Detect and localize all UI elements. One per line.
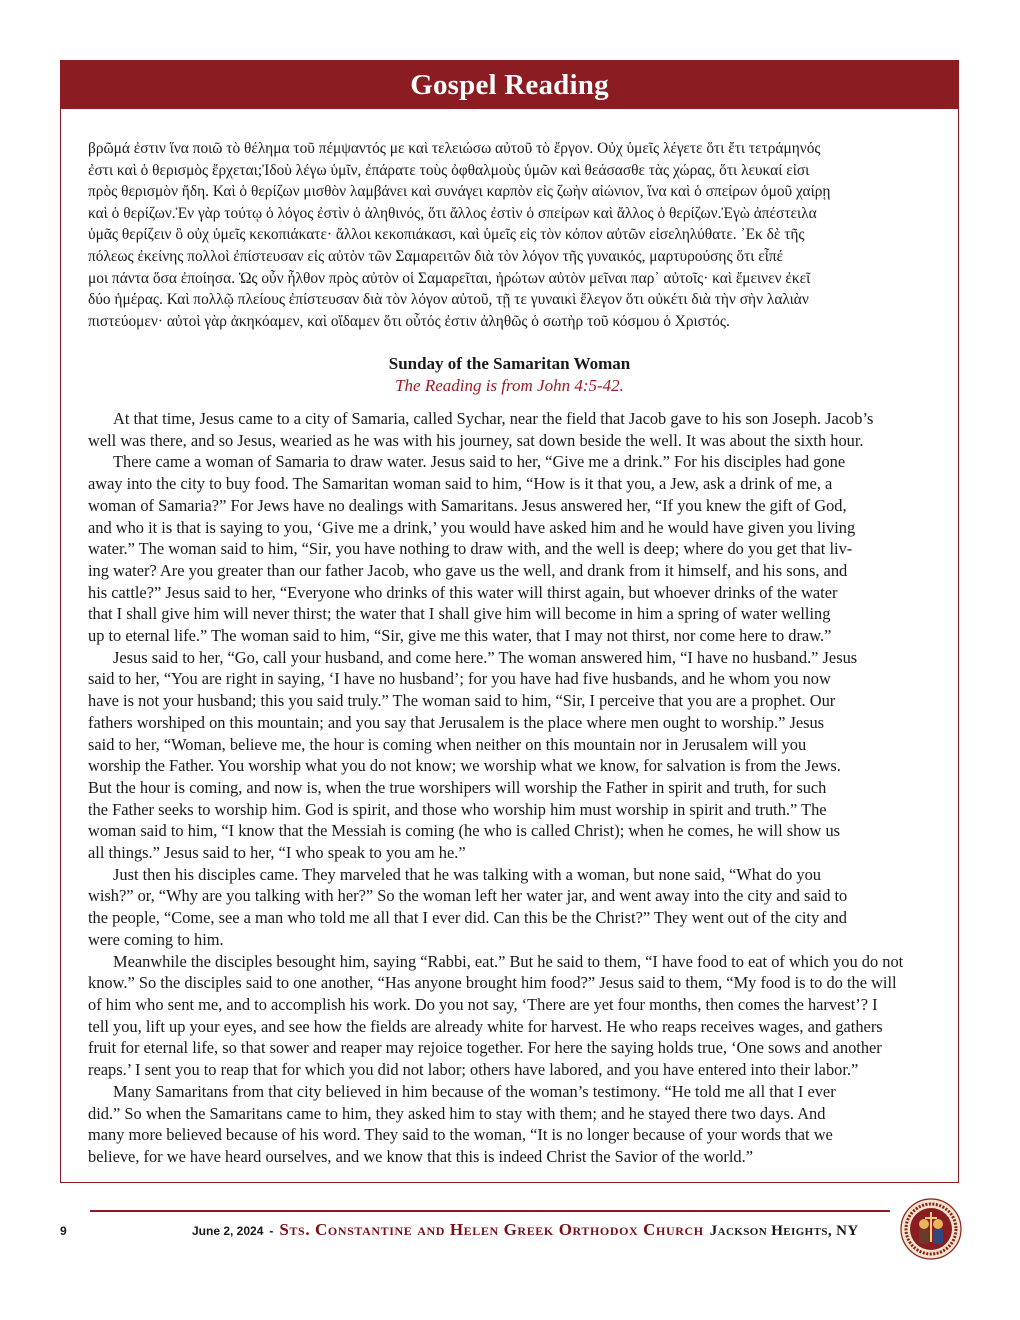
english-line: fathers worshiped on this mountain; and you say that Jerusalem is the place where men ought to worship.” Jesus	[88, 712, 825, 732]
english-line: There came a woman of Samaria to draw water. Jesus said to her, “Give me a drink.” For his disciples had gone	[113, 452, 846, 472]
english-line: Meanwhile the disciples besought him, saying “Rabbi, eat.” But he said to them, “I have food to eat of which you do not	[113, 951, 904, 971]
greek-line: καὶ ὁ θερίζων.Ἐν γὰρ τούτῳ ὁ λόγος ἐστὶν ὁ ἀληθινός, ὅτι ἄλλος ἐστὶν ὁ σπείρων καὶ ἄλλος ὁ θερίζων.Ἐγὼ ἀπέστειλα	[88, 204, 817, 222]
footer-city: Jackson Heights, NY	[709, 1223, 859, 1239]
greek-line: μοι πάντα ὅσα ἐποίησα. Ὡς οὖν ἦλθον πρὸς αὐτὸν οἱ Σαμαρεῖται, ἠρώτων αὐτὸν μεῖναι παρ᾿ αὐτοῖς· καὶ ἔμεινεν ἐκεῖ	[88, 269, 811, 287]
english-line: fruit for eternal life, so that sower and reaper may rejoice together. For here the saying holds true, ‘One sows and another	[88, 1038, 882, 1058]
english-line: woman said to him, “I know that the Messiah is coming (he who is called Christ); when he comes, he will show us	[88, 821, 841, 841]
english-line: of him who sent me, and to accomplish his work. Do you not say, ‘There are yet four months, then comes the harvest’? I	[88, 994, 878, 1014]
english-line: his cattle?” Jesus said to her, “Everyone who drinks of this water will thirst again, but whoever drinks of the water	[88, 582, 838, 602]
english-line: At that time, Jesus came to a city of Samaria, called Sychar, near the field that Jacob gave to his son Joseph. Jacob’s	[113, 409, 874, 428]
english-line: were coming to him.	[88, 929, 224, 949]
greek-text-block	[88, 138, 948, 332]
church-seal-icon	[900, 1198, 962, 1260]
greek-line: ὑμᾶς θερίζειν ὃ οὐχ ὑμεῖς κεκοπιάκατε· ἄλλοι κεκοπιάκασι, καὶ ὑμεῖς εἰς τὸν κόπον αὐτῶν εἰσεληλύθατε. ᾿Εκ δὲ τῆς	[88, 226, 805, 244]
english-line: well was there, and so Jesus, wearied as he was with his journey, sat down beside the well. It was about the sixth hour.	[88, 430, 864, 450]
english-line: water.” The woman said to him, “Sir, you have nothing to draw with, and the well is deep; where do you get that liv-	[88, 539, 853, 559]
reading-frame	[60, 60, 959, 1183]
english-line: But the hour is coming, and now is, when the true worshipers will worship the Father in spirit and truth, for such	[88, 777, 827, 797]
english-line: believe, for we have heard ourselves, and we know that this is indeed Christ the Savior of the world.”	[88, 1146, 754, 1166]
english-line: said to her, “You are right in saying, ‘I have no husband’; for you have had five husbands, and he whom you now	[88, 669, 831, 689]
page-number: 9	[60, 1224, 67, 1238]
english-line: tell you, lift up your eyes, and see how the fields are already white for harvest. He who reaps receives wages, and gathers	[88, 1016, 883, 1036]
english-line: said to her, “Woman, believe me, the hour is coming when neither on this mountain nor in Jerusalem will you	[88, 734, 807, 754]
reading-reference: The Reading is from John 4:5-42.	[395, 376, 624, 395]
footer	[0, 1218, 1020, 1248]
english-line: have is not your husband; this you said truly.” The woman said to him, “Sir, I perceive that you are a prophet. Our	[88, 691, 836, 711]
english-line: the people, “Come, see a man who told me all that I ever did. Can this be the Christ?” They went out of the city and	[88, 908, 847, 928]
english-line: many more believed because of his word. They said to the woman, “It is no longer because of your words that we	[88, 1125, 833, 1145]
english-line: that I shall give him will never thirst; the water that I shall give him will become in him a spring of water welling	[88, 604, 831, 624]
reading-title: Sunday of the Samaritan Woman	[388, 354, 631, 373]
reading-heading	[61, 353, 958, 397]
english-line: did.” So when the Samaritans came to him, they asked him to stay with them; and he stayed there two days. And	[88, 1103, 826, 1123]
footer-text	[192, 1220, 859, 1240]
english-line: reaps.’ I sent you to reap that for which you did not labor; others have labored, and you have entered into their labor.”	[88, 1060, 859, 1080]
english-line: ing water? Are you greater than our father Jacob, who gave us the well, and drank from it himself, and his sons, and	[88, 560, 848, 580]
english-line: up to eternal life.” The woman said to him, “Sir, give me this water, that I may not thirst, nor come here to draw.”	[88, 626, 832, 646]
footer-rule	[90, 1210, 890, 1212]
english-line: worship the Father. You worship what you do not know; we worship what we know, for salvation is from the Jews.	[88, 756, 841, 776]
english-line: and who it is that is saying to you, ‘Give me a drink,’ you would have asked him and he would have given you living	[88, 517, 856, 537]
english-line: Just then his disciples came. They marveled that he was talking with a woman, but none said, “What do you	[113, 864, 821, 884]
english-line: the Father seeks to worship him. God is spirit, and those who worship him must worship in spirit and truth.” The	[88, 799, 827, 819]
footer-separator: -	[269, 1224, 274, 1238]
header-bar	[61, 61, 958, 109]
page-title: Gospel Reading	[410, 68, 609, 101]
english-line: Jesus said to her, “Go, call your husband, and come here.” The woman answered him, “I have no husband.” Jesus	[113, 647, 858, 667]
footer-date: June 2, 2024	[192, 1224, 264, 1238]
english-text-block	[88, 408, 948, 1168]
greek-line: βρῶμά ἐστιν ἵνα ποιῶ τὸ θέλημα τοῦ πέμψαντός με καὶ τελειώσω αὐτοῦ τὸ ἔργον. Οὐχ ὑμεῖς λέγετε ὅτι ἔτι τετράμηνός	[88, 140, 821, 157]
greek-line: πιστεύομεν· αὐτοὶ γὰρ ἀκηκόαμεν, καὶ οἴδαμεν ὅτι οὗτός ἐστιν ἀληθῶς ὁ σωτὴρ τοῦ κόσμου ὁ Χριστός.	[88, 312, 730, 330]
greek-line: πόλεως ἐκείνης πολλοὶ ἐπίστευσαν εἰς αὐτὸν τῶν Σαμαρειτῶν διὰ τὸν λόγον τῆς γυναικός, μαρτυρούσης ὅτι εἶπέ	[88, 247, 784, 265]
english-line: know.” So the disciples said to one another, “Has anyone brought him food?” Jesus said to them, “My food is to do the will	[88, 973, 897, 993]
english-line: away into the city to buy food. The Samaritan woman said to him, “How is it that you, a Jew, ask a drink of me, a	[88, 474, 833, 494]
english-line: woman of Samaria?” For Jews have no dealings with Samaritans. Jesus answered her, “If you knew the gift of God,	[88, 495, 847, 515]
english-line: wish?” or, “Why are you talking with her?” So the woman left her water jar, and went away into the city and said to	[88, 886, 848, 906]
footer-church-name: Sts. Constantine and Helen Greek Orthodox Church	[279, 1220, 704, 1239]
english-line: all things.” Jesus said to her, “I who speak to you am he.”	[88, 843, 466, 863]
greek-line: ἐστι καὶ ὁ θερισμὸς ἔρχεται;Ἰδοὺ λέγω ὑμῖν, ἐπάρατε τοὺς ὀφθαλμοὺς ὑμῶν καὶ θεάσασθε τὰς χώρας, ὅτι λευκαί εἰσι	[88, 161, 810, 179]
greek-line: δύο ἡμέρας. Καὶ πολλῷ πλείους ἐπίστευσαν διὰ τὸν λόγον αὐτοῦ, τῇ τε γυναικὶ ἔλεγον ὅτι οὐκέτι διὰ τὴν σὴν λαλιὰν	[88, 291, 809, 309]
english-line: Many Samaritans from that city believed in him because of the woman’s testimony. “He told me all that I ever	[113, 1081, 836, 1101]
greek-line: πρὸς θερισμὸν ἤδη. Καὶ ὁ θερίζων μισθὸν λαμβάνει καὶ συνάγει καρπὸν εἰς ζωὴν αἰώνιον, ἵνα καὶ ὁ σπείρων ὁμοῦ χαίρῃ	[88, 183, 831, 201]
